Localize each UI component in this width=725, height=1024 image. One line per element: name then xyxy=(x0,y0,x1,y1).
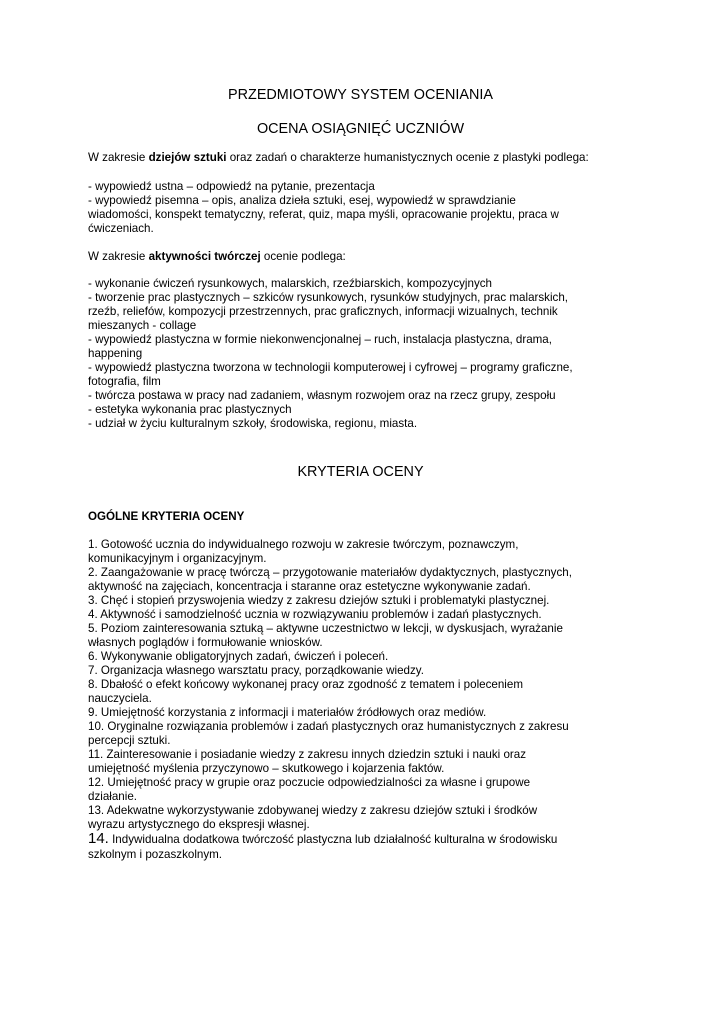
section2-line: - wypowiedź plastyczna w formie niekonwencjonalnej – ruch, instalacja plastyczna, drama, xyxy=(88,333,552,346)
criteria-line: 13. Adekwatne wykorzystywanie zdobywanej wiedzy z zakresu dziejów sztuki i środków xyxy=(88,804,538,817)
page-subtitle: OCENA OSIĄGNIĘĆ UCZNIÓW xyxy=(256,121,465,137)
section2-line: fotografia, film xyxy=(88,375,161,388)
criteria-line: 11. Zainteresowanie i posiadanie wiedzy z zakresu innych dziedzin sztuki i nauki oraz xyxy=(88,748,526,761)
section1-line: - wypowiedź pisemna – opis, analiza dzieła sztuki, esej, wypowiedź w sprawdzianie xyxy=(88,194,516,207)
criteria-heading: KRYTERIA OCENY xyxy=(297,464,424,480)
criteria-line-14: 14. Indywidualna dodatkowa twórczość plastyczna lub działalność kulturalna w środowisku xyxy=(88,830,558,847)
criteria-line: percepcji sztuki. xyxy=(88,734,171,747)
criteria-line: 4. Aktywność i samodzielność ucznia w rozwiązywaniu problemów i zadań plastycznych. xyxy=(88,608,542,621)
criteria-line: 1. Gotowość ucznia do indywidualnego rozwoju w zakresie twórczym, poznawczym, xyxy=(88,538,519,551)
criteria-line: działanie. xyxy=(88,790,137,803)
criteria-line: 9. Umiejętność korzystania z informacji i materiałów źródłowych oraz mediów. xyxy=(88,706,487,719)
section2-line: - udział w życiu kulturalnym szkoły, środowiska, regionu, miasta. xyxy=(88,417,418,430)
criteria-line: 5. Poziom zainteresowania sztuką – aktywne uczestnictwo w lekcji, w dyskusjach, wyrażanie xyxy=(88,622,563,635)
section1-intro: W zakresie dziejów sztuki oraz zadań o charakterze humanistycznych ocenie z plastyki podlega: xyxy=(88,151,589,164)
criteria-line: 8. Dbałość o efekt końcowy wykonanej pracy oraz zgodność z tematem i poleceniem xyxy=(88,678,523,691)
section2-line: - twórcza postawa w pracy nad zadaniem, własnym rozwojem oraz na rzecz grupy, zespołu xyxy=(88,389,556,402)
page-title: PRZEDMIOTOWY SYSTEM OCENIANIA xyxy=(228,87,493,103)
criteria-line: komunikacyjnym i organizacyjnym. xyxy=(88,552,267,565)
section2-line: happening xyxy=(88,347,143,360)
criteria-line: aktywność na zajęciach, koncentracja i staranne oraz estetyczne wykonywanie zadań. xyxy=(88,580,531,593)
section2-line: - wypowiedź plastyczna tworzona w technologii komputerowej i cyfrowej – programy graficzne, xyxy=(88,361,573,374)
section1-line: ćwiczeniach. xyxy=(88,222,154,235)
section2-line: rzeźb, reliefów, kompozycji przestrzennych, prac graficznych, informacji wizualnych, technik xyxy=(88,305,558,318)
section2-line: - estetyka wykonania prac plastycznych xyxy=(88,403,292,416)
general-criteria-heading: OGÓLNE KRYTERIA OCENY xyxy=(88,510,245,523)
criteria-line: szkolnym i pozaszkolnym. xyxy=(88,848,223,861)
criteria-line: 12. Umiejętność pracy w grupie oraz poczucie odpowiedzialności za własne i grupowe xyxy=(88,776,531,789)
section2-line: - tworzenie prac plastycznych – szkiców rysunkowych, rysunków studyjnych, prac malarskich, xyxy=(88,291,569,304)
section1-line: wiadomości, konspekt tematyczny, referat, quiz, mapa myśli, opracowanie projektu, praca w xyxy=(88,208,559,221)
criteria-line: umiejętność myślenia przyczynowo – skutkowego i kojarzenia faktów. xyxy=(88,762,445,775)
criteria-line: wyrazu artystycznego do ekspresji własnej. xyxy=(88,818,310,831)
criteria-line: nauczyciela. xyxy=(88,692,152,705)
section2-intro: W zakresie aktywności twórczej ocenie podlega: xyxy=(88,250,346,263)
criteria-line: 6. Wykonywanie obligatoryjnych zadań, ćwiczeń i poleceń. xyxy=(88,650,389,663)
criteria-line: 3. Chęć i stopień przyswojenia wiedzy z zakresu dziejów sztuki i problematyki plastycznej. xyxy=(88,594,550,607)
section2-line: - wykonanie ćwiczeń rysunkowych, malarskich, rzeźbiarskich, kompozycyjnych xyxy=(88,277,492,290)
criteria-line: 2. Zaangażowanie w pracę twórczą – przygotowanie materiałów dydaktycznych, plastycznych, xyxy=(88,566,572,579)
section1-line: - wypowiedź ustna – odpowiedź na pytanie, prezentacja xyxy=(88,180,375,193)
criteria-line: 7. Organizacja własnego warsztatu pracy, porządkowanie wiedzy. xyxy=(88,664,424,677)
criteria-line: własnych poglądów i formułowanie wniosków. xyxy=(88,636,323,649)
section2-line: mieszanych - collage xyxy=(88,319,197,332)
criteria-line: 10. Oryginalne rozwiązania problemów i zadań plastycznych oraz humanistycznych z zakresu xyxy=(88,720,569,733)
